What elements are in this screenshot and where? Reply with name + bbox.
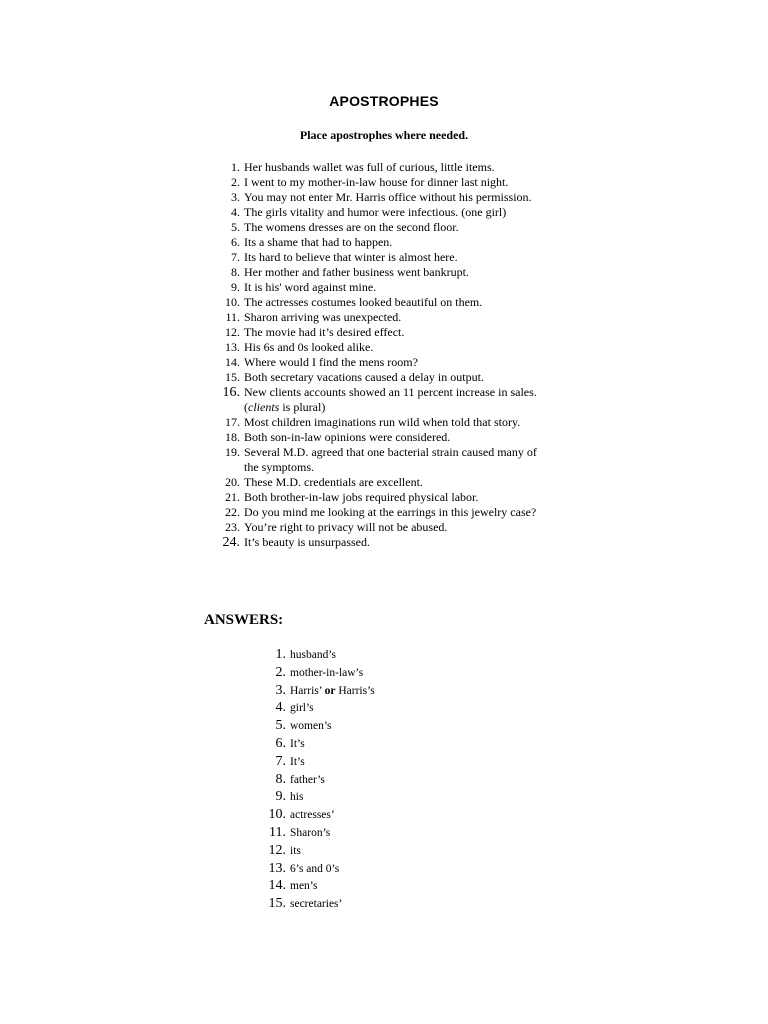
question-item: [0, 250, 768, 265]
question-number: 16.: [222, 385, 240, 400]
question-number: 14.: [225, 355, 240, 369]
question-number: 4.: [231, 205, 240, 219]
answer-text: It’s: [290, 755, 305, 768]
answer-text: men’s: [290, 880, 318, 893]
answer-item: [0, 683, 768, 701]
question-item-continued: [0, 460, 768, 475]
question-number: 2.: [231, 175, 240, 189]
answer-number: 13.: [268, 860, 286, 876]
question-item: [0, 340, 768, 355]
answer-text: actresses’: [290, 809, 335, 822]
question-item: [0, 280, 768, 295]
question-item: [0, 325, 768, 340]
question-number: 11.: [225, 310, 240, 324]
question-number: 19.: [225, 445, 240, 459]
question-text: His 6s and 0s looked alike.: [244, 340, 374, 354]
question-text: The girls vitality and humor were infectious. (one girl): [244, 205, 507, 219]
answer-number: 15.: [268, 896, 286, 912]
question-item: [0, 475, 768, 490]
answer-text: secretaries’: [290, 898, 343, 911]
answer-item: [0, 665, 768, 683]
question-text: It is his' word against mine.: [244, 280, 377, 294]
question-list: [0, 160, 768, 550]
question-item: [0, 430, 768, 445]
question-number: 7.: [231, 250, 240, 264]
question-text: Both son-in-law opinions were considered.: [244, 430, 451, 444]
emphasis-clients: clients: [248, 400, 280, 414]
question-item: [0, 220, 768, 235]
instructions: Place apostrophes where needed.: [299, 128, 469, 142]
answer-item: [0, 825, 768, 843]
question-text-continued: (clients is plural): [244, 400, 326, 414]
question-number: 22.: [225, 505, 240, 519]
answer-text: his: [290, 791, 304, 804]
answer-text: its: [290, 844, 301, 857]
answer-item: [0, 843, 768, 861]
question-number: 10.: [225, 295, 240, 309]
answer-item: [0, 878, 768, 896]
question-number: 21.: [225, 490, 240, 504]
question-text: New clients accounts showed an 11 percent increase in sales.: [244, 385, 537, 399]
answer-item: [0, 754, 768, 772]
question-number: 8.: [231, 265, 240, 279]
answer-item: [0, 896, 768, 914]
question-item: [0, 490, 768, 505]
answer-option: Harris’: [290, 684, 322, 697]
answer-number: 10.: [268, 807, 286, 823]
question-item: [0, 235, 768, 250]
answer-number: 9.: [275, 789, 286, 805]
question-text: Her mother and father business went bankrupt.: [244, 265, 469, 279]
question-item: [0, 370, 768, 385]
question-number: 20.: [225, 475, 240, 489]
answer-text: husband’s: [290, 649, 336, 661]
answer-item: [0, 718, 768, 736]
answer-number: 5.: [275, 718, 286, 734]
question-number: 1.: [231, 160, 240, 174]
question-item: [0, 520, 768, 535]
answer-item: [0, 807, 768, 825]
answer-number: 14.: [268, 878, 286, 894]
answer-number: 11.: [269, 824, 286, 840]
answer-option-alt: Harris’s: [338, 684, 375, 697]
question-text: These M.D. credentials are excellent.: [244, 475, 423, 489]
question-item: [0, 295, 768, 310]
question-item: [0, 310, 768, 325]
question-text: I went to my mother-in-law house for dinner last night.: [244, 175, 509, 189]
question-text: It’s beauty is unsurpassed.: [244, 535, 370, 549]
question-item: [0, 265, 768, 280]
question-item: [0, 385, 768, 400]
answer-text: mother-in-law’s: [290, 666, 364, 679]
question-number: 17.: [225, 415, 240, 429]
answer-item: [0, 700, 768, 718]
answer-number: 12.: [268, 842, 286, 858]
answer-text: 6’s and 0’s: [290, 862, 340, 875]
question-item: [0, 505, 768, 520]
answer-item: [0, 789, 768, 807]
question-text: You’re right to privacy will not be abused.: [244, 520, 448, 534]
answer-text: [290, 685, 375, 697]
answer-text: Sharon’s: [290, 826, 331, 839]
question-number: 18.: [225, 430, 240, 444]
question-text: Do you mind me looking at the earrings in this jewelry case?: [244, 505, 537, 519]
question-number: 6.: [231, 235, 240, 249]
question-number: 15.: [225, 370, 240, 384]
question-text: The womens dresses are on the second floor.: [244, 220, 459, 234]
question-item: [0, 190, 768, 205]
question-text: Both brother-in-law jobs required physical labor.: [244, 490, 479, 504]
question-text: Its hard to believe that winter is almost here.: [244, 250, 458, 264]
answer-text: It’s: [290, 737, 305, 750]
question-item: [0, 535, 768, 550]
answer-or: or: [324, 684, 336, 697]
answer-text: father’s: [290, 773, 325, 786]
answer-item: [0, 861, 768, 879]
question-text-continued: the symptoms.: [244, 460, 315, 474]
answer-number: 4.: [275, 700, 286, 716]
question-item: [0, 205, 768, 220]
question-item: [0, 415, 768, 430]
page-title: APOSTROPHES: [329, 93, 439, 109]
question-number: 23.: [225, 520, 240, 534]
question-item: [0, 355, 768, 370]
question-text: Its a shame that had to happen.: [244, 235, 393, 249]
question-text: Sharon arriving was unexpected.: [244, 310, 402, 324]
answer-text: women’s: [290, 720, 332, 733]
question-text: The movie had it’s desired effect.: [244, 325, 405, 339]
question-text: You may not enter Mr. Harris office without his permission.: [244, 190, 532, 204]
answer-item: [0, 736, 768, 754]
answer-number: 7.: [275, 753, 286, 769]
answer-list: [0, 647, 768, 914]
question-number: 3.: [231, 190, 240, 204]
question-item: [0, 160, 768, 175]
answer-number: 8.: [275, 771, 286, 787]
answer-text: girl’s: [290, 702, 314, 715]
question-number: 24.: [222, 535, 240, 550]
question-number: 12.: [225, 325, 240, 339]
question-number: 13.: [225, 340, 240, 354]
answer-number: 2.: [275, 664, 286, 680]
question-text: The actresses costumes looked beautiful on them.: [244, 295, 483, 309]
answer-item: [0, 772, 768, 790]
question-number: 5.: [231, 220, 240, 234]
answer-number: 1.: [275, 647, 286, 662]
question-text: Where would I find the mens room?: [244, 355, 418, 369]
answers-heading: ANSWERS:: [204, 612, 284, 628]
question-item-continued: [0, 400, 768, 415]
answer-number: 3.: [275, 682, 286, 698]
question-item: [0, 445, 768, 460]
question-item: [0, 175, 768, 190]
question-text: Her husbands wallet was full of curious, little items.: [244, 160, 495, 174]
question-text: Most children imaginations run wild when told that story.: [244, 415, 521, 429]
question-number: 9.: [231, 280, 240, 294]
answer-number: 6.: [275, 735, 286, 751]
answer-item: [0, 647, 768, 665]
question-text: Several M.D. agreed that one bacterial strain caused many of: [244, 445, 537, 459]
question-text: Both secretary vacations caused a delay in output.: [244, 370, 484, 384]
